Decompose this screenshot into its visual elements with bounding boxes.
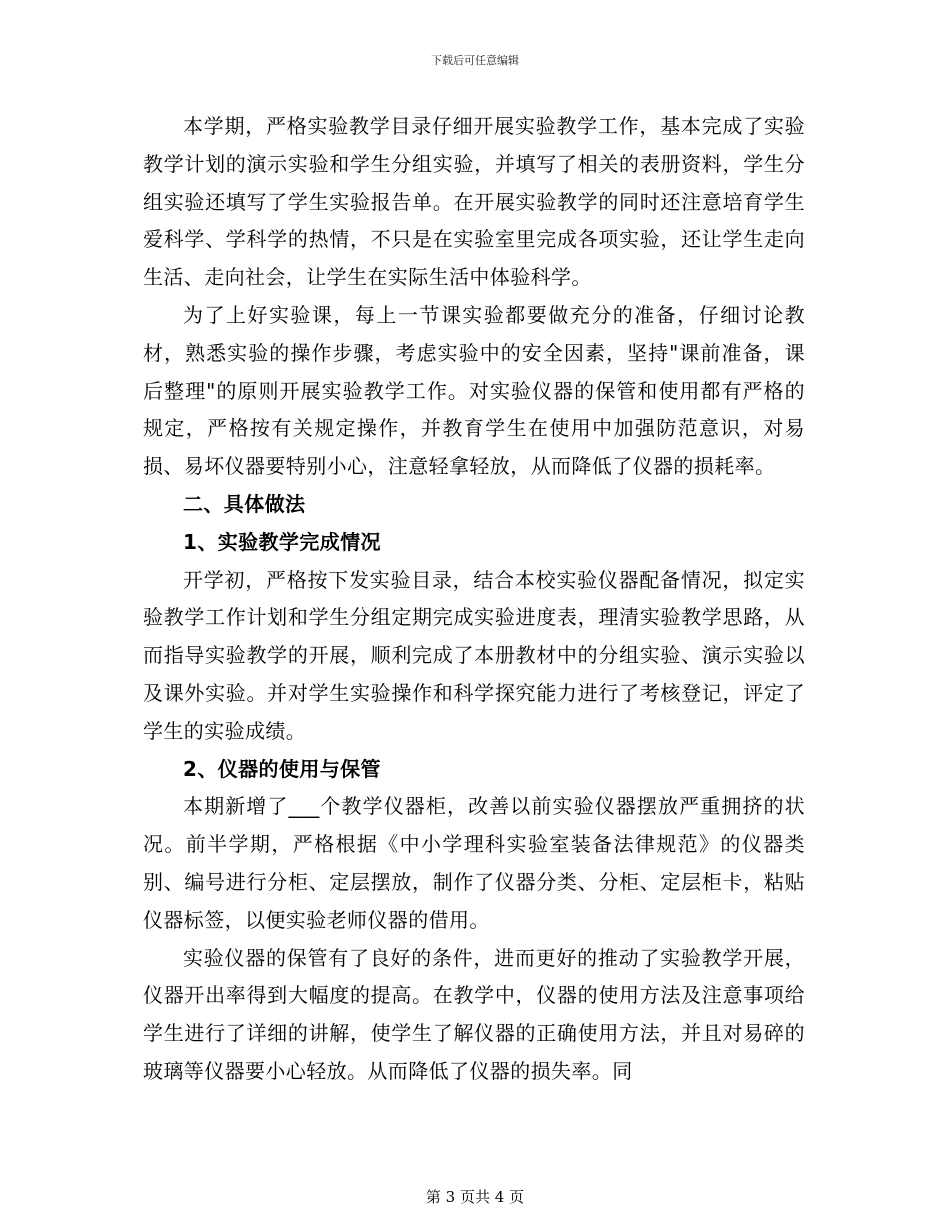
document-body [143,108,805,1091]
page-header: 下载后可任意编辑 [431,54,519,67]
page-footer: 第 3 页共 4 页 [425,1188,525,1206]
paragraph: 开学初，严格按下发实验目录，结合本校实验仪器配备情况，拟定实验教学工作计划和学生分组定期完成实验进度表，理清实验教学思路，从而指导实验教学的开展，顺利完成了本册教材中的分组实验、演示实验以及课外实验。并对学生实验操作和科学探究能力进行了考核登记，评定了学生的实验成绩。 [143,567,805,743]
paragraph: 本学期，严格实验教学目录仔细开展实验教学工作，基本完成了实验教学计划的演示实验和学生分组实验，并填写了相关的表册资料，学生分组实验还填写了学生实验报告单。在开展实验教学的同时还注意培育学生爱科学、学科学的热情，不只是在实验室里完成各项实验，还让学生走向生活、走向社会，让学生在实际生活中体验科学。 [143,114,805,290]
section-heading: 二、具体做法 [183,491,306,516]
subsection-heading: 1、实验教学完成情况 [183,529,381,554]
paragraph: 实验仪器的保管有了良好的条件，进而更好的推动了实验教学开展，仪器开出率得到大幅度的提高。在教学中，仪器的使用方法及注意事项给学生进行了详细的讲解，使学生了解仪器的正确使用方法，并且对易碎的玻璃等仪器要小心轻放。从而降低了仪器的损失率。同 [143,945,805,1083]
paragraph: 本期新增了___个教学仪器柜，改善以前实验仪器摆放严重拥挤的状况。前半学期，严格根据《中小学理科实验室装备法律规范》的仪器类别、编号进行分柜、定层摆放，制作了仪器分类、分柜、定层柜卡，粘贴仪器标签，以便实验老师仪器的借用。 [143,794,805,932]
paragraph: 为了上好实验课，每上一节课实验都要做充分的准备，仔细讨论教材，熟悉实验的操作步骤，考虑实验中的安全因素，坚持"课前准备，课后整理"的原则开展实验教学工作。对实验仪器的保管和使用都有严格的规定，严格按有关规定操作，并教育学生在使用中加强防范意识，对易损、易坏仪器要特别小心，注意轻拿轻放，从而降低了仪器的损耗率。 [143,302,805,479]
subsection-heading: 2、仪器的使用与保管 [183,756,381,781]
